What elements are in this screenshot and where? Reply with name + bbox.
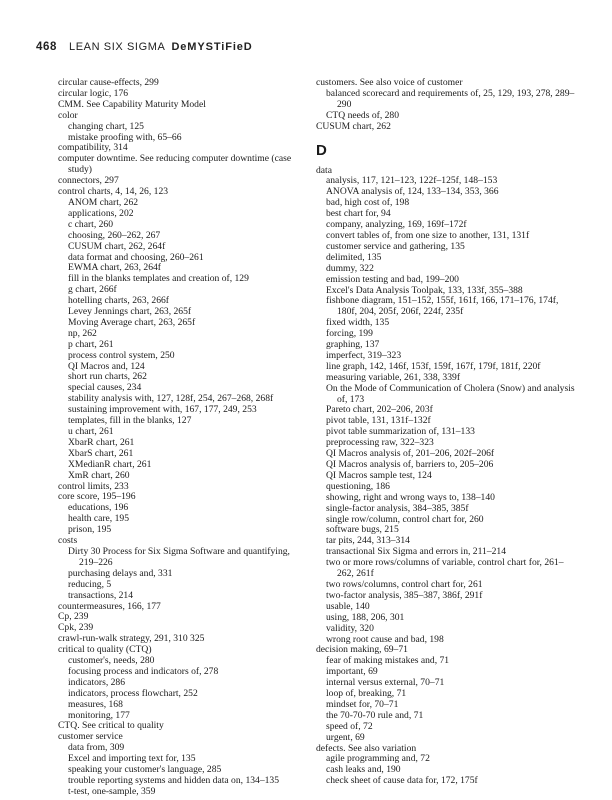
- index-subentry: Pareto chart, 202–206, 203f: [326, 404, 433, 416]
- index-entry: connectors, 297: [58, 175, 119, 187]
- index-subentry: cash leaks and, 190: [326, 764, 401, 776]
- index-subentry: CTQ needs of, 280: [326, 109, 400, 121]
- index-subentry: two-factor analysis, 385–387, 386f, 291f: [326, 589, 483, 601]
- index-subentry: agile programming and, 72: [326, 753, 430, 765]
- index-subentry: g chart, 266f: [68, 284, 117, 296]
- index-subentry: reducing, 5: [68, 578, 112, 590]
- index-subentry: applications, 202: [68, 207, 134, 219]
- index-subentry: sustaining improvement with, 167, 177, 249, 253: [68, 404, 257, 416]
- index-subentry: emission testing and bad, 199–200: [326, 273, 459, 285]
- index-entry: compatibility, 314: [58, 142, 128, 154]
- index-subentry: the 70-70-70 rule and, 71: [326, 709, 424, 721]
- index-subentry: special causes, 234: [68, 382, 142, 394]
- index-subentry: Excel's Data Analysis Toolpak, 133, 133f, 355–388: [326, 284, 523, 296]
- index-entry: computer downtime. See reducing computer downtime (case study): [58, 153, 292, 176]
- index-subentry: health care, 195: [68, 513, 129, 525]
- index-subentry: np, 262: [68, 327, 97, 339]
- index-column-left: [58, 78, 304, 798]
- index-entry: costs: [58, 535, 78, 547]
- index-subentry: delimited, 135: [326, 251, 382, 263]
- index-subentry: prison, 195: [68, 524, 112, 536]
- index-subentry: internal versus external, 70–71: [326, 677, 445, 689]
- index-subentry: speaking your customer's language, 285: [68, 764, 222, 776]
- index-subentry: questioning, 186: [326, 480, 390, 492]
- index-subentry: customer service and gathering, 135: [326, 240, 465, 252]
- index-subentry: focusing process and indicators of, 278: [68, 665, 219, 677]
- index-subentry: u chart, 261: [68, 426, 114, 437]
- index-subentry: balanced scorecard and requirements of, 25, 129, 193, 278, 289–290: [326, 87, 575, 110]
- index-subentry: important, 69: [326, 666, 378, 678]
- index-subentry: c chart, 260: [68, 218, 114, 230]
- index-subentry: check sheet of cause data for, 172, 175f: [326, 775, 478, 787]
- index-subentry: single row/column, control chart for, 260: [326, 513, 484, 525]
- index-subentry: p chart, 261: [68, 338, 114, 350]
- index-subentry: ANOM chart, 262: [68, 196, 139, 208]
- index-subentry: data from, 309: [68, 742, 125, 754]
- index-subentry: changing chart, 125: [68, 120, 144, 132]
- index-entry: Cpk, 239: [58, 622, 94, 634]
- index-subentry: Excel and importing text for, 135: [68, 753, 196, 765]
- index-subentry: transactions, 214: [68, 589, 134, 601]
- index-subentry: urgent, 69: [326, 731, 365, 743]
- index-entry: circular cause-effects, 299: [58, 77, 159, 88]
- index-subentry: XbarR chart, 261: [68, 436, 135, 448]
- index-subentry: t-test, one-sample, 359: [68, 785, 156, 797]
- index-subentry: short run charts, 262: [68, 371, 147, 383]
- index-subentry: pivot table, 131, 131f–132f: [326, 415, 431, 427]
- index-entry: critical to quality (CTQ): [58, 644, 152, 656]
- index-entry: customers. See also voice of customer: [316, 77, 463, 88]
- index-entry: data: [316, 164, 332, 176]
- index-subentry: preprocessing raw, 322–323: [326, 437, 434, 449]
- index-subentry: purchasing delays and, 331: [68, 567, 173, 579]
- index-column-right-top: [316, 78, 578, 133]
- index-subentry: stability analysis with, 127, 128f, 254, 267–268, 268f: [68, 393, 274, 405]
- index-subentry: forcing, 199: [326, 328, 373, 340]
- index-subentry: CUSUM chart, 262, 264f: [68, 240, 166, 252]
- index-subentry: On the Mode of Communication of Cholera (Snow) and analysis of, 173: [326, 382, 575, 405]
- index-subentry: imperfect, 319–323: [326, 349, 402, 361]
- index-entry: core score, 195–196: [58, 491, 136, 503]
- index-subentry: educations, 196: [68, 502, 129, 514]
- index-subentry: fishbone diagram, 151–152, 155f, 161f, 166, 171–176, 174f, 180f, 204, 205f, 206f, 224f, 235f: [326, 295, 559, 318]
- index-entry: countermeasures, 166, 177: [58, 600, 161, 612]
- index-subentry: wrong root cause and bad, 198: [326, 633, 444, 645]
- index-subentry: indicators, process flowchart, 252: [68, 687, 198, 699]
- index-subentry: QI Macros analysis of, 201–206, 202f–206f: [326, 448, 495, 460]
- index-entry: CMM. See Capability Maturity Model: [58, 98, 206, 110]
- index-subentry: data format and choosing, 260–261: [68, 251, 204, 263]
- book-title: LEAN SIX SIGMA: [69, 41, 166, 53]
- index-subentry: trouble reporting systems and hidden data on, 134–135: [68, 775, 280, 786]
- index-subentry: transactional Six Sigma and errors in, 211–214: [326, 546, 507, 558]
- index-subentry: measuring variable, 261, 338, 339f: [326, 371, 461, 383]
- index-subentry: customer's, needs, 280: [68, 655, 155, 667]
- index-entry: decision making, 69–71: [316, 644, 408, 656]
- index-subentry: pivot table summarization of, 131–133: [326, 426, 475, 438]
- index-subentry: ANOVA analysis of, 124, 133–134, 353, 366: [326, 186, 499, 198]
- index-subentry: XMedianR chart, 261: [68, 458, 152, 470]
- index-subentry: templates, fill in the blanks, 127: [68, 415, 192, 427]
- index-subentry: usable, 140: [326, 600, 370, 612]
- index-subentry: graphing, 137: [326, 339, 380, 351]
- index-subentry: company, analyzing, 169, 169f–172f: [326, 219, 467, 231]
- index-entry: Cp, 239: [58, 611, 89, 623]
- index-subentry: monitoring, 177: [68, 709, 130, 721]
- index-column-right: [316, 78, 578, 787]
- index-subentry: showing, right and wrong ways to, 138–140: [326, 491, 495, 503]
- index-entry: color: [58, 109, 78, 121]
- index-subentry: dummy, 322: [326, 262, 374, 274]
- index-subentry: XmR chart, 260: [68, 469, 130, 481]
- running-header: [36, 41, 253, 53]
- index-subentry: Moving Average chart, 263, 265f: [68, 316, 196, 328]
- section-letter: D: [316, 141, 327, 159]
- index-subentry: fear of making mistakes and, 71: [326, 655, 450, 667]
- index-subentry: QI Macros and, 124: [68, 360, 145, 372]
- index-subentry: best chart for, 94: [326, 208, 391, 220]
- index-subentry: two or more rows/columns of variable, control chart for, 261–262, 261f: [326, 557, 564, 580]
- index-subentry: hotelling charts, 263, 266f: [68, 295, 169, 307]
- page-number: 468: [36, 41, 57, 53]
- index-entry: defects. See also variation: [316, 742, 417, 754]
- index-subentry: EWMA chart, 263, 264f: [68, 262, 161, 274]
- index-column-right-bottom: [316, 166, 578, 788]
- index-subentry: XbarS chart, 261: [68, 447, 134, 459]
- index-subentry: choosing, 260–262, 267: [68, 229, 161, 241]
- index-subentry: speed of, 72: [326, 720, 373, 732]
- index-subentry: fixed width, 135: [326, 317, 390, 329]
- index-subentry: tar pits, 244, 313–314: [326, 535, 410, 547]
- index-subentry: analysis, 117, 121–123, 122f–125f, 148–153: [326, 175, 498, 187]
- index-subentry: QI Macros analysis of, barriers to, 205–206: [326, 459, 494, 470]
- index-subentry: software bugs, 215: [326, 524, 399, 536]
- index-subentry: process control system, 250: [68, 349, 175, 361]
- index-entry: CUSUM chart, 262: [316, 120, 391, 132]
- index-subentry: Dirty 30 Process for Six Sigma Software and quantifying, 219–226: [68, 545, 290, 568]
- index-entry: control charts, 4, 14, 26, 123: [58, 186, 169, 198]
- index-entry: circular logic, 176: [58, 87, 129, 99]
- index-subentry: line graph, 142, 146f, 153f, 159f, 167f, 179f, 181f, 220f: [326, 360, 541, 372]
- index-entry: customer service: [58, 731, 123, 743]
- index-subentry: convert tables of, from one size to another, 131, 131f: [326, 229, 530, 241]
- index-entry: control limits, 233: [58, 480, 129, 492]
- index-entry: CTQ. See critical to quality: [58, 720, 164, 732]
- series-brand: DeMYSTiFieD: [171, 41, 253, 53]
- index-subentry: bad, high cost of, 198: [326, 197, 410, 209]
- index-subentry: single-factor analysis, 384–385, 385f: [326, 502, 469, 514]
- index-subentry: fill in the blanks templates and creation of, 129: [68, 273, 249, 285]
- index-subentry: Levey Jennings chart, 263, 265f: [68, 306, 192, 318]
- index-subentry: QI Macros sample test, 124: [326, 469, 432, 481]
- index-subentry: mindset for, 70–71: [326, 698, 399, 710]
- index-subentry: validity, 320: [326, 622, 374, 634]
- index-subentry: loop of, breaking, 71: [326, 688, 407, 700]
- index-subentry: two rows/columns, control chart for, 261: [326, 578, 483, 590]
- index-entry: crawl-run-walk strategy, 291, 310 325: [58, 633, 205, 645]
- index-subentry: indicators, 286: [68, 676, 126, 688]
- index-subentry: using, 188, 206, 301: [326, 611, 405, 623]
- index-subentry: mistake proofing with, 65–66: [68, 131, 182, 143]
- index-subentry: measures, 168: [68, 698, 123, 710]
